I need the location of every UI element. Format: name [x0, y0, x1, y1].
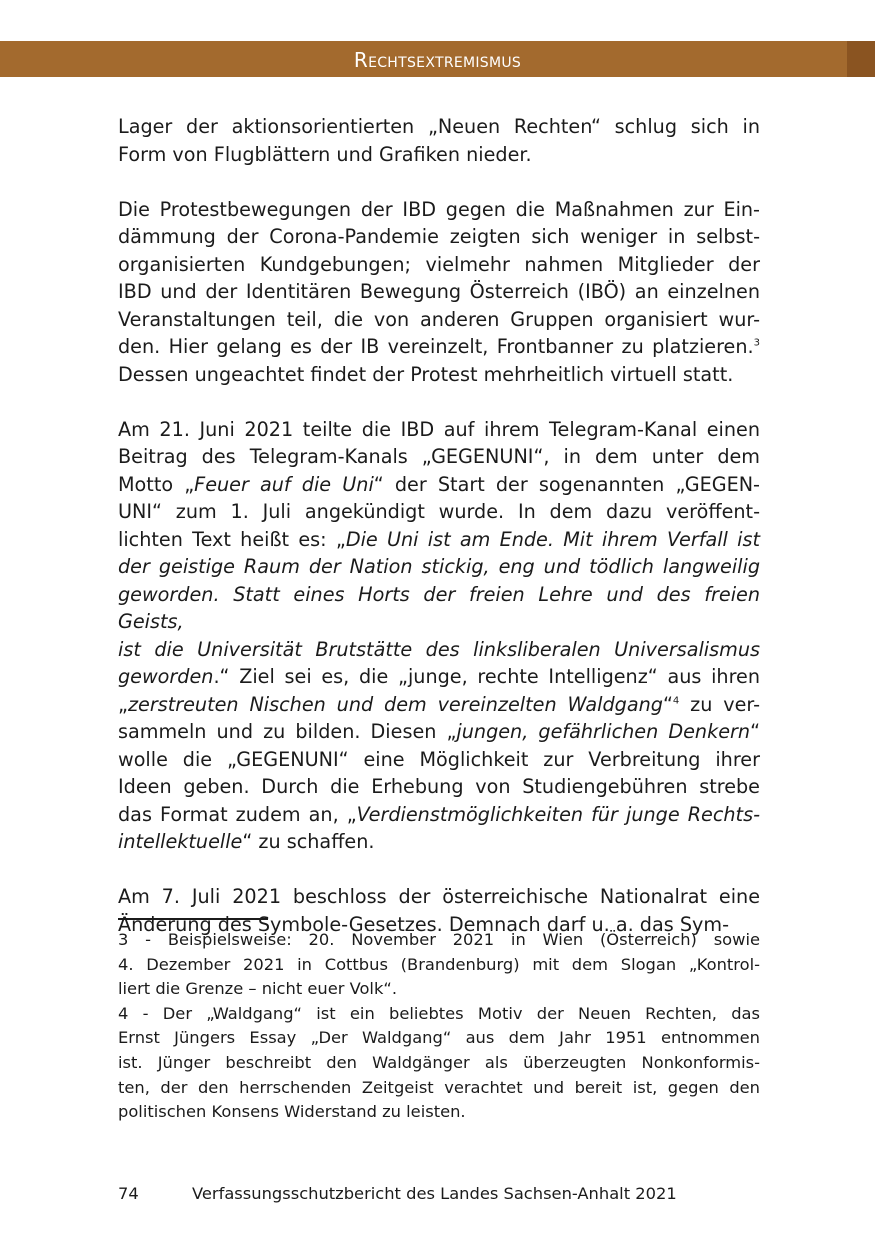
text-run: Veranstaltungen teil, die von anderen Gruppen organisiert wur- [118, 307, 760, 331]
footer-title: Verfassungsschutzbericht des Landes Sachsen-Anhalt 2021 [192, 1184, 677, 1203]
text-line [118, 526, 760, 554]
paragraph [118, 416, 760, 856]
text-run: Form von Flugblättern und Grafiken nieder. [118, 142, 532, 166]
text-run: Dessen ungeachtet findet der Protest mehrheitlich virtuell statt. [118, 362, 734, 386]
text-run: das Format zudem an, „ [118, 802, 357, 826]
text-line [118, 251, 760, 279]
text-line [118, 718, 760, 746]
text-run: „ [118, 692, 128, 716]
text-line [118, 113, 760, 141]
text-line [118, 333, 760, 361]
text-run: Ideen geben. Durch die Erhebung von Studiengebühren strebe [118, 775, 760, 798]
italic-quote: geworden. Statt eines Horts der freien Lehre und des freien Geists, [118, 582, 760, 633]
text-run: UNI“ zum 1. Juli angekündigt wurde. In dem dazu veröffent- [118, 500, 760, 523]
text-line [118, 361, 760, 389]
text-run: lichten Text heißt es: „ [118, 527, 346, 551]
text-run: Änderung des Symbole-Gesetzes. Demnach darf u. a. das Sym- [118, 912, 729, 936]
text-line [118, 883, 760, 911]
text-line [118, 691, 760, 719]
italic-quote: ist die Universität Brutstätte des linksliberalen Universalismus [118, 637, 760, 661]
footnote-line: ten, der den herrschenden Zeitgeist verachtet und bereit ist, gegen den [118, 1077, 760, 1097]
footnote [118, 928, 760, 1002]
italic-quote: Verdienstmöglichkeiten für junge Rechts- [356, 802, 761, 826]
text-run: “ [662, 692, 673, 716]
footnote-ref: 4 [672, 695, 680, 707]
text-line [118, 746, 760, 774]
footnote-separator [118, 918, 268, 920]
section-title: Rechtsextremismus [353, 48, 522, 72]
italic-quote: der geistige Raum der Nation stickig, eng und tödlich langweilig [118, 555, 760, 578]
italic-quote: Die Uni ist am Ende. Mit ihrem Verfall ist [345, 527, 760, 551]
italic-quote: intellektuelle [118, 830, 243, 853]
footnotes [118, 928, 760, 1125]
page-number: 74 [118, 1184, 139, 1203]
footnote-line: Ernst Jüngers Essay „Der Waldgang“ aus dem Jahr 1951 entnommen [118, 1028, 760, 1048]
text-run: den. Hier gelang es der IB vereinzelt, Frontbanner zu platzieren. [118, 335, 754, 358]
text-run: Am 7. Juli 2021 beschloss der österreichische Nationalrat eine [118, 885, 760, 908]
text-run: organisierten Kundgebungen; vielmehr nahmen Mitglieder der [118, 252, 760, 276]
body-text [118, 113, 760, 938]
text-run: Lager der aktionsorientierten „Neuen Rechten“ schlug sich in [118, 115, 760, 138]
text-run: Die Protestbewegungen der IBD gegen die Maßnahmen zur Ein- [118, 197, 760, 221]
italic-quote: Feuer auf die Uni [194, 472, 374, 496]
text-run: “ [750, 720, 761, 743]
footnote-ref: 3 [753, 337, 760, 349]
footnote-line: ist. Jünger beschreibt den Waldgänger als überzeugten Nonkonformis- [118, 1052, 760, 1072]
footnote-line: liert die Grenze – nicht euer Volk“. [118, 979, 397, 999]
paragraph [118, 113, 760, 168]
text-run: Beitrag des Telegram-Kanals „GEGENUNI“, in dem unter dem [118, 445, 760, 468]
text-run: .“ Ziel sei es, die „junge, rechte Intelligenz“ aus ihren [213, 665, 760, 688]
text-run: dämmung der Corona-Pandemie zeigten sich weniger in selbst- [118, 225, 760, 248]
footnote-line: 3 - Beispielsweise: 20. November 2021 in Wien (Österreich) sowie [118, 930, 760, 949]
paragraph [118, 196, 760, 389]
text-run: sammeln und zu bilden. Diesen „ [118, 720, 457, 743]
text-line [118, 141, 760, 169]
text-line [118, 636, 760, 664]
text-run: Am 21. Juni 2021 teilte die IBD auf ihrem Telegram-Kanal einen [118, 417, 760, 441]
footnote-line: politischen Konsens Widerstand zu leisten. [118, 1102, 466, 1122]
text-run: wolle die „GEGENUNI“ eine Möglichkeit zur Verbreitung ihrer [118, 747, 760, 771]
text-line [118, 773, 760, 801]
text-line [118, 498, 760, 526]
text-line [118, 223, 760, 251]
text-line [118, 278, 760, 306]
text-run: Motto „ [118, 472, 195, 496]
footnote-line: 4. Dezember 2021 in Cottbus (Brandenburg) mit dem Slogan „Kontrol- [118, 954, 760, 974]
italic-quote: geworden [118, 665, 214, 688]
text-run: zu ver- [679, 692, 760, 716]
text-run: “ der Start der sogenannten „GEGEN- [373, 472, 760, 496]
footnote-line: 4 - Der „Waldgang“ ist ein beliebtes Motiv der Neuen Rechten, das [118, 1003, 760, 1023]
text-line [118, 581, 760, 636]
text-line [118, 196, 760, 224]
text-line [118, 553, 760, 581]
text-line [118, 416, 760, 444]
text-line [118, 471, 760, 499]
text-line [118, 663, 760, 691]
text-line [118, 801, 760, 829]
text-line [118, 443, 760, 471]
text-line [118, 828, 760, 856]
italic-quote: zerstreuten Nischen und dem vereinzelten Waldgang [127, 692, 663, 716]
text-run: “ zu schaffen. [242, 830, 375, 853]
text-run: IBD und der Identitären Bewegung Österreich (IBÖ) an einzelnen [118, 280, 760, 303]
footnote [118, 1002, 760, 1125]
italic-quote: jungen, gefährlichen Denkern [456, 720, 751, 743]
text-line [118, 306, 760, 334]
